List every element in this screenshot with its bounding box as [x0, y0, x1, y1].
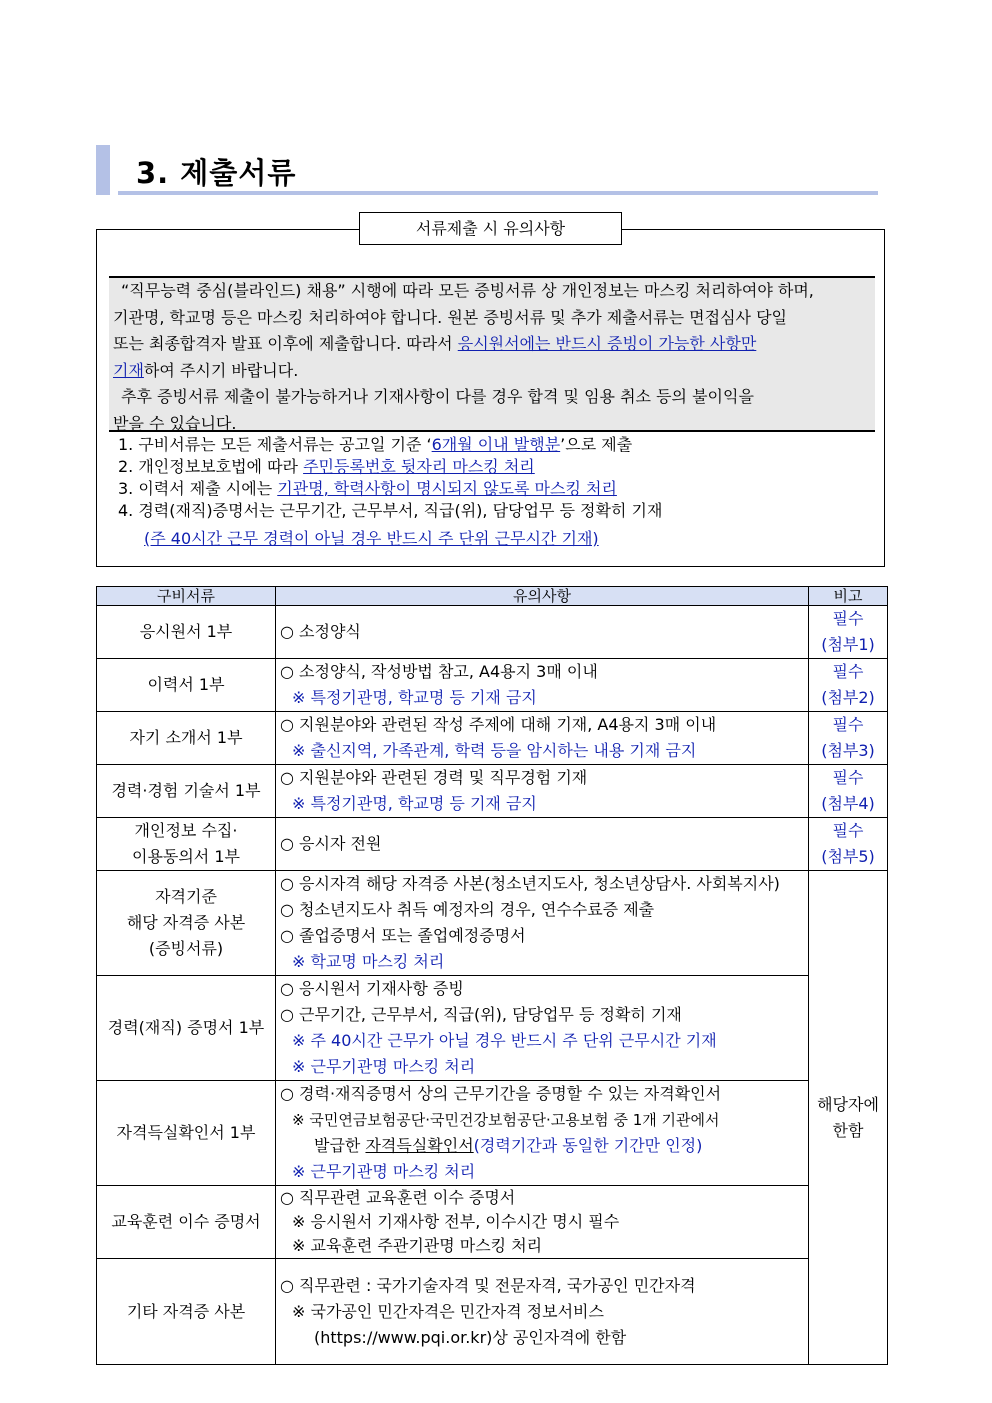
heading-underline	[118, 191, 878, 195]
notice-line: “직무능력 중심(블라인드) 채용” 시행에 따라 모든 증빙서류 상 개인정보는 마스킹 처리하여야 하며,	[121, 281, 814, 300]
doc-cell: 자기 소개서 1부	[97, 712, 276, 765]
notes-cell: ○ 소정양식	[276, 606, 809, 659]
notes-cell: ○ 지원분야와 관련된 경력 및 직무경험 기재 ※ 특정기관명, 학교명 등 기재 금지	[276, 765, 809, 818]
notice-line: 기재하여 주시기 바랍니다.	[113, 360, 299, 380]
doc-cell: 개인정보 수집· 이용동의서 1부	[97, 818, 276, 871]
remark-cell: 필수 (첨부3)	[809, 712, 888, 765]
list-item: 3. 이력서 제출 시에는 기관명, 학력사항이 명시되지 않도록 마스킹 처리	[118, 479, 617, 498]
notes-cell: ○ 경력·재직증명서 상의 근무기간을 증명할 수 있는 자격확인서 ※ 국민연금보험공단·국민건강보험공단·고용보험 중 1개 기관에서 발급한 자격득실확인서(경력기간과 동일한 기간만 인정) ※ 근무기관명 마스킹 처리	[276, 1081, 809, 1186]
notice-line: 기관명, 학교명 등은 마스킹 처리하여야 합니다. 원본 증빙서류 및 추가 제출서류는 면접심사 당일	[113, 307, 787, 327]
notes-cell: ○ 직무관련 : 국가기술자격 및 전문자격, 국가공인 민간자격 ※ 국가공인 민간자격은 민간자격 정보서비스 (https://www.pqi.or.kr)상 공인자격에 한함	[276, 1259, 809, 1365]
notes-cell: ○ 응시자격 해당 자격증 사본(청소년지도사, 청소년상담사. 사회복지사) ○ 청소년지도사 취득 예정자의 경우, 연수수료증 제출 ○ 졸업증명서 또는 졸업예정증명서 ※ 학교명 마스킹 처리	[276, 871, 809, 976]
notes-cell: ○ 지원분야와 관련된 작성 주제에 대해 기재, A4용지 3매 이내 ※ 출신지역, 가족관계, 학력 등을 암시하는 내용 기재 금지	[276, 712, 809, 765]
remark-cell: 필수 (첨부5)	[809, 818, 888, 871]
list-item: 4. 경력(재직)증명서는 근무기간, 근무부서, 직급(위), 담당업무 등 정확히 기재	[118, 501, 663, 520]
table-row	[97, 976, 888, 1081]
doc-cell: 이력서 1부	[97, 659, 276, 712]
table-row	[97, 606, 888, 659]
remark-cell: 필수 (첨부1)	[809, 606, 888, 659]
section-title: 3. 제출서류	[136, 156, 297, 190]
section-heading	[96, 145, 878, 197]
notes-cell: ○ 직무관련 교육훈련 이수 증명서 ※ 응시원서 기재사항 전부, 이수시간 명시 필수 ※ 교육훈련 주관기관명 마스킹 처리	[276, 1186, 809, 1259]
remark-cell: 필수 (첨부2)	[809, 659, 888, 712]
list-sub-note: (주 40시간 근무 경력이 아닐 경우 반드시 주 단위 근무시간 기재)	[144, 529, 599, 548]
highlight-text: 응시원서에는 반드시 증빙이 가능한 사항만	[457, 334, 757, 353]
notice-title: 서류제출 시 유의사항	[359, 212, 622, 245]
remark-cell-merged: 해당자에 한함	[809, 871, 888, 1365]
table-row	[97, 712, 888, 765]
list-item: 2. 개인정보보호법에 따라 주민등록번호 뒷자리 마스킹 처리	[118, 457, 535, 476]
notice-line: 또는 최종합격자 발표 이후에 제출합니다. 따라서 응시원서에는 반드시 증빙이 가능한 사항만	[113, 334, 757, 353]
header-remarks: 비고	[809, 587, 888, 606]
documents-table	[96, 586, 888, 1365]
doc-cell: 경력·경험 기술서 1부	[97, 765, 276, 818]
doc-cell: 교육훈련 이수 증명서	[97, 1186, 276, 1259]
remark-cell: 필수 (첨부4)	[809, 765, 888, 818]
notice-list	[118, 434, 662, 550]
table-row	[97, 1259, 888, 1365]
notes-cell: ○ 소정양식, 작성방법 참고, A4용지 3매 이내 ※ 특정기관명, 학교명 등 기재 금지	[276, 659, 809, 712]
table-row	[97, 871, 888, 976]
list-item: 1. 구비서류는 모든 제출서류는 공고일 기준 ‘6개월 이내 발행분’으로 제출	[118, 435, 633, 454]
notice-line: 받을 수 있습니다.	[113, 413, 237, 433]
table-row	[97, 818, 888, 871]
notes-cell: ○ 응시자 전원	[276, 818, 809, 871]
doc-cell: 경력(재직) 증명서 1부	[97, 976, 276, 1081]
doc-cell: 자격득실확인서 1부	[97, 1081, 276, 1186]
doc-cell: 응시원서 1부	[97, 606, 276, 659]
heading-accent-bar	[96, 145, 110, 195]
header-notes: 유의사항	[276, 587, 809, 606]
notice-warning-panel	[109, 276, 875, 432]
table-header-row	[97, 587, 888, 606]
table-row	[97, 1186, 888, 1259]
doc-cell: 자격기준 해당 자격증 사본 (증빙서류)	[97, 871, 276, 976]
highlight-text: 기재	[113, 360, 144, 380]
table-row	[97, 1081, 888, 1186]
table-row	[97, 765, 888, 818]
table-row	[97, 659, 888, 712]
notice-line: 추후 증빙서류 제출이 불가능하거나 기재사항이 다를 경우 합격 및 임용 취소 등의 불이익을	[121, 387, 754, 406]
notes-cell: ○ 응시원서 기재사항 증빙 ○ 근무기간, 근무부서, 직급(위), 담당업무 등 정확히 기재 ※ 주 40시간 근무가 아닐 경우 반드시 주 단위 근무시간 기재 ※ 근무기관명 마스킹 처리	[276, 976, 809, 1081]
doc-cell: 기타 자격증 사본	[97, 1259, 276, 1365]
header-documents: 구비서류	[97, 587, 276, 606]
